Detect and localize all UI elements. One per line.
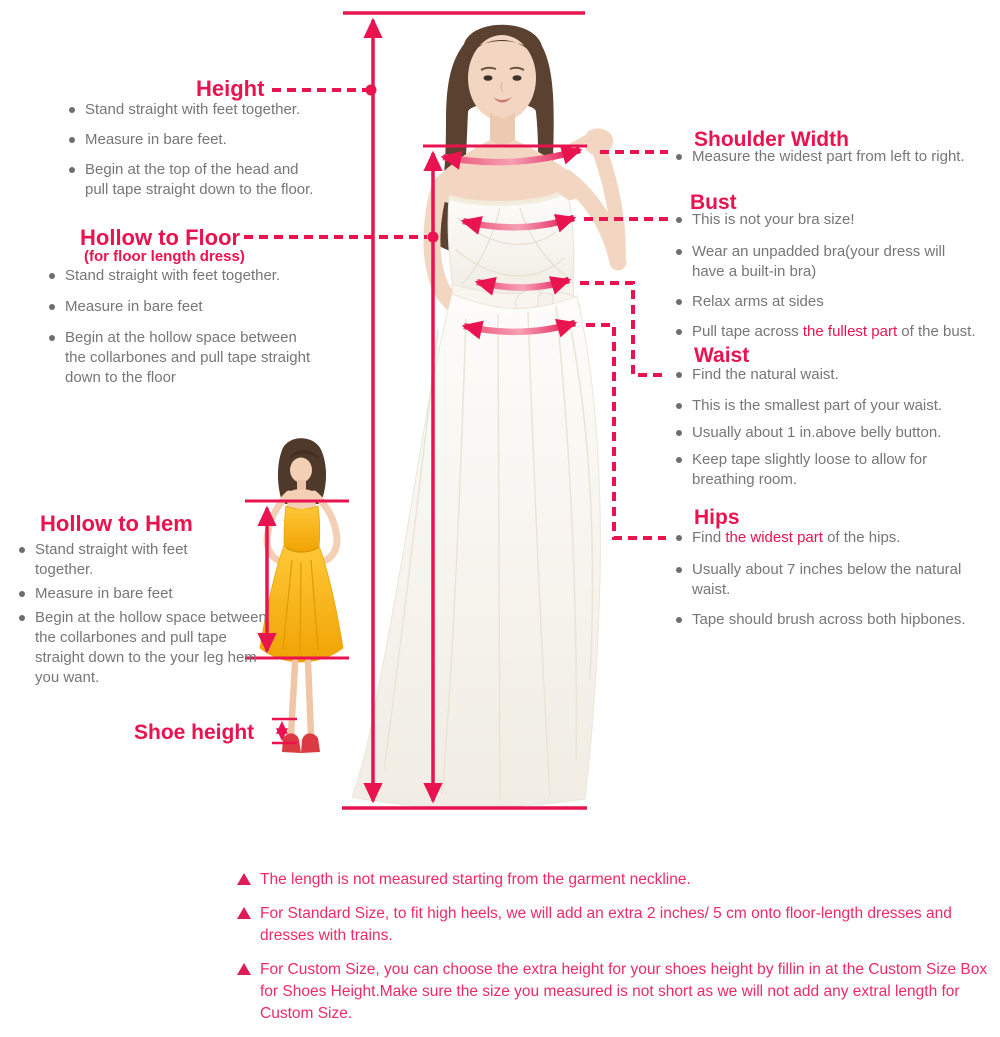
dress-bodice [448,194,574,295]
height-title: Height [196,76,265,101]
list-item: Measure in bare feet [42,297,320,317]
list-item: Begin at the top of the head and pull tape straight down to the floor. [62,160,342,200]
list-item: Begin at the hollow space between the collarbones and pull tape straight down to the your leg hem you want. [12,608,274,688]
list-item: Usually about 1 in.above belly button. [676,423,976,443]
note-item: For Standard Size, to fit high heels, we will add an extra 2 inches/ 5 cm onto floor-length dresses and dresses with trains. [237,903,1000,947]
hollow-to-floor-subtitle: (for floor length dress) [84,248,245,265]
list-item: This is the smallest part of your waist. [676,396,976,416]
list-item: Usually about 7 inches below the natural waist. [676,560,992,600]
hollow-connector-dot [428,232,439,243]
list-item: Measure in bare feet. [62,130,342,150]
eye-right [513,75,522,81]
small-leg-left [291,662,295,736]
hips-title: Hips [694,506,740,529]
list-item: Measure in bare feet [12,584,274,604]
list-item: This is not your bra size! [676,210,996,230]
shoulder-width-title: Shoulder Width [694,128,849,151]
list-item: Stand straight with feet together. [62,100,342,120]
small-leg-right [308,662,311,736]
waist-list [676,365,976,499]
small-dress-bodice [284,506,320,553]
list-item: Stand straight with feet together. [42,266,320,286]
hollow-to-hem-title: Hollow to Hem [40,511,193,536]
model-photo-main [352,25,618,807]
list-item: Begin at the hollow space between the collarbones and pull tape straight down to the floor [42,328,320,388]
list-item: Stand straight with feet together. [12,540,274,580]
note-item: The length is not measured starting from the garment neckline. [237,869,1000,891]
notes-section [237,869,1000,1037]
warning-triangle-icon [237,907,251,919]
list-item: Wear an unpadded bra(your dress will have a built-in bra) [676,242,996,282]
waist-dashed-connector [580,283,666,375]
hollow-to-hem-list [12,540,274,697]
list-item: Find the widest part of the hips. [676,528,992,548]
shoulder-width-list [676,147,996,176]
list-item: Tape should brush across both hipbones. [676,610,992,630]
list-item: Measure the widest part from left to right. [676,147,996,167]
list-item: Pull tape across the fullest part of the bust. [676,322,996,342]
list-item: Find the natural waist. [676,365,976,385]
warning-triangle-icon [237,873,251,885]
shoe-height-title: Shoe height [134,721,255,744]
highlighted-text: the widest part [725,529,823,546]
face [468,35,536,121]
note-item: For Custom Size, you can choose the extra height for your shoes height by fillin in at the Custom Size Box for Shoes Height.Make sure the size you measured is not short as we will not add any extral length for Custom Size. [237,959,1000,1025]
list-item: Relax arms at sides [676,292,996,312]
waist-title: Waist [694,344,750,367]
highlighted-text: the fullest part [802,323,898,340]
list-item: Keep tape slightly loose to allow for breathing room. [676,450,976,490]
small-face [290,458,312,483]
hips-list [676,528,992,639]
small-neck [297,480,306,490]
bust-list [676,210,996,351]
warning-triangle-icon [237,963,251,975]
bust-title: Bust [690,191,737,214]
hollow-to-floor-title: Hollow to Floor [80,225,241,250]
height-connector-dot [366,85,377,96]
hollow-to-floor-list [42,266,320,397]
small-shoe-right [301,733,320,753]
height-list [62,100,342,209]
eye-left [484,75,493,81]
